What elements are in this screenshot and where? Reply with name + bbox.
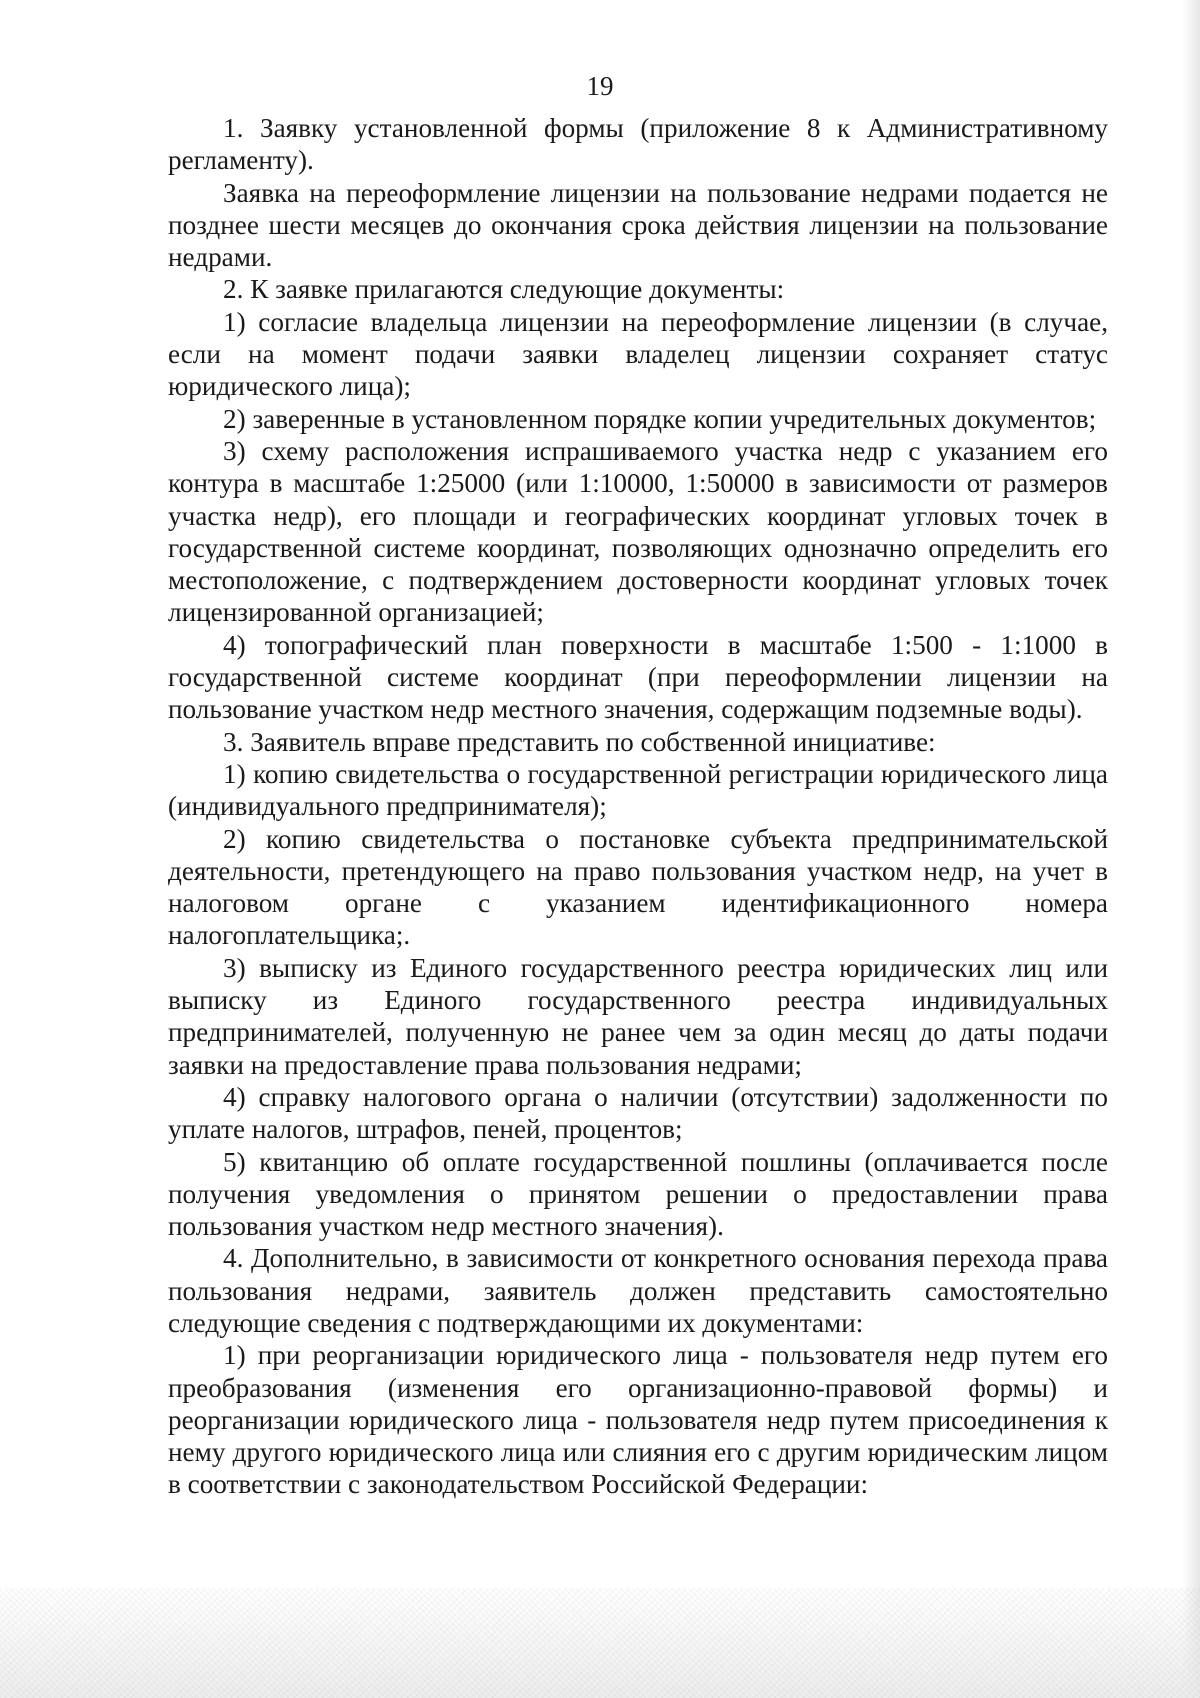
scan-bottom-texture [0,1588,1200,1698]
paragraph: 1. Заявку установленной формы (приложение 8 к Административному регламенту). [168,113,1108,176]
paragraph: 1) при реорганизации юридического лица - пользователя недр путем его преобразования (изменения его организационно-правовой формы) и реорганизации юридического лица - пользователя недр путем присоединения к нему другого юридического лица или слияния его с другим юридическим лицом в соответствии с законодательством Российской Федерации: [168,1340,1108,1500]
paragraph: 4. Дополнительно, в зависимости от конкретного основания перехода права пользования недрами, заявитель должен представить самостоятельно следующие сведения с подтверждающими их документами: [168,1243,1108,1338]
paragraph: 5) квитанцию об оплате государственной пошлины (оплачивается после получения уведомления о принятом решении о предоставлении права пользования участком недр местного значения). [168,1146,1108,1242]
paragraph: 3) выписку из Единого государственного реестра юридических лиц или выписку из Единого государственного реестра индивидуальных предпринимателей, полученную не ранее чем за один месяц до даты подачи заявки на предоставление права пользования недрами; [168,952,1108,1080]
paragraph: 2. К заявке прилагаются следующие документы: [223,274,785,305]
paragraph: 1) копию свидетельства о государственной регистрации юридического лица (индивидуального предпринимателя); [168,758,1108,822]
paragraph: 2) заверенные в установленном порядке копии учредительных документов; [223,403,1097,434]
paragraph: 3. Заявитель вправе представить по собственной инициативе: [223,726,936,757]
document-body [168,112,1108,1501]
paragraph: Заявка на переоформление лицензии на пользование недрами подается не позднее шести месяцев до окончания срока действия лицензии на пользование недрами. [168,177,1108,273]
scan-edge-shadow [1182,0,1200,1698]
page-number: 19 [586,71,614,101]
paragraph: 4) справку налогового органа о наличии (отсутствии) задолженности по уплате налогов, штрафов, пеней, процентов; [168,1081,1108,1145]
paragraph: 1) согласие владельца лицензии на переоформление лицензии (в случае, если на момент подачи заявки владелец лицензии сохраняет статус юридического лица); [168,306,1108,402]
paragraph: 3) схему расположения испрашиваемого участка недр с указанием его контура в масштабе 1:25000 (или 1:10000, 1:50000 в зависимости от размеров участка недр), его площади и географических координат угловых точек в государственной системе координат, позволяющих однозначно определить его местоположение, с подтверждением достоверности координат угловых точек лицензированной организацией; [168,435,1108,628]
paragraph: 2) копию свидетельства о постановке субъекта предпринимательской деятельности, претендующего на право пользования участком недр, на учет в налоговом органе с указанием идентификационного номера налогоплательщика;. [168,823,1108,951]
paragraph: 4) топографический план поверхности в масштабе 1:500 - 1:1000 в государственной системе координат (при переоформлении лицензии на пользование участком недр местного значения, содержащим подземные воды). [168,629,1108,725]
